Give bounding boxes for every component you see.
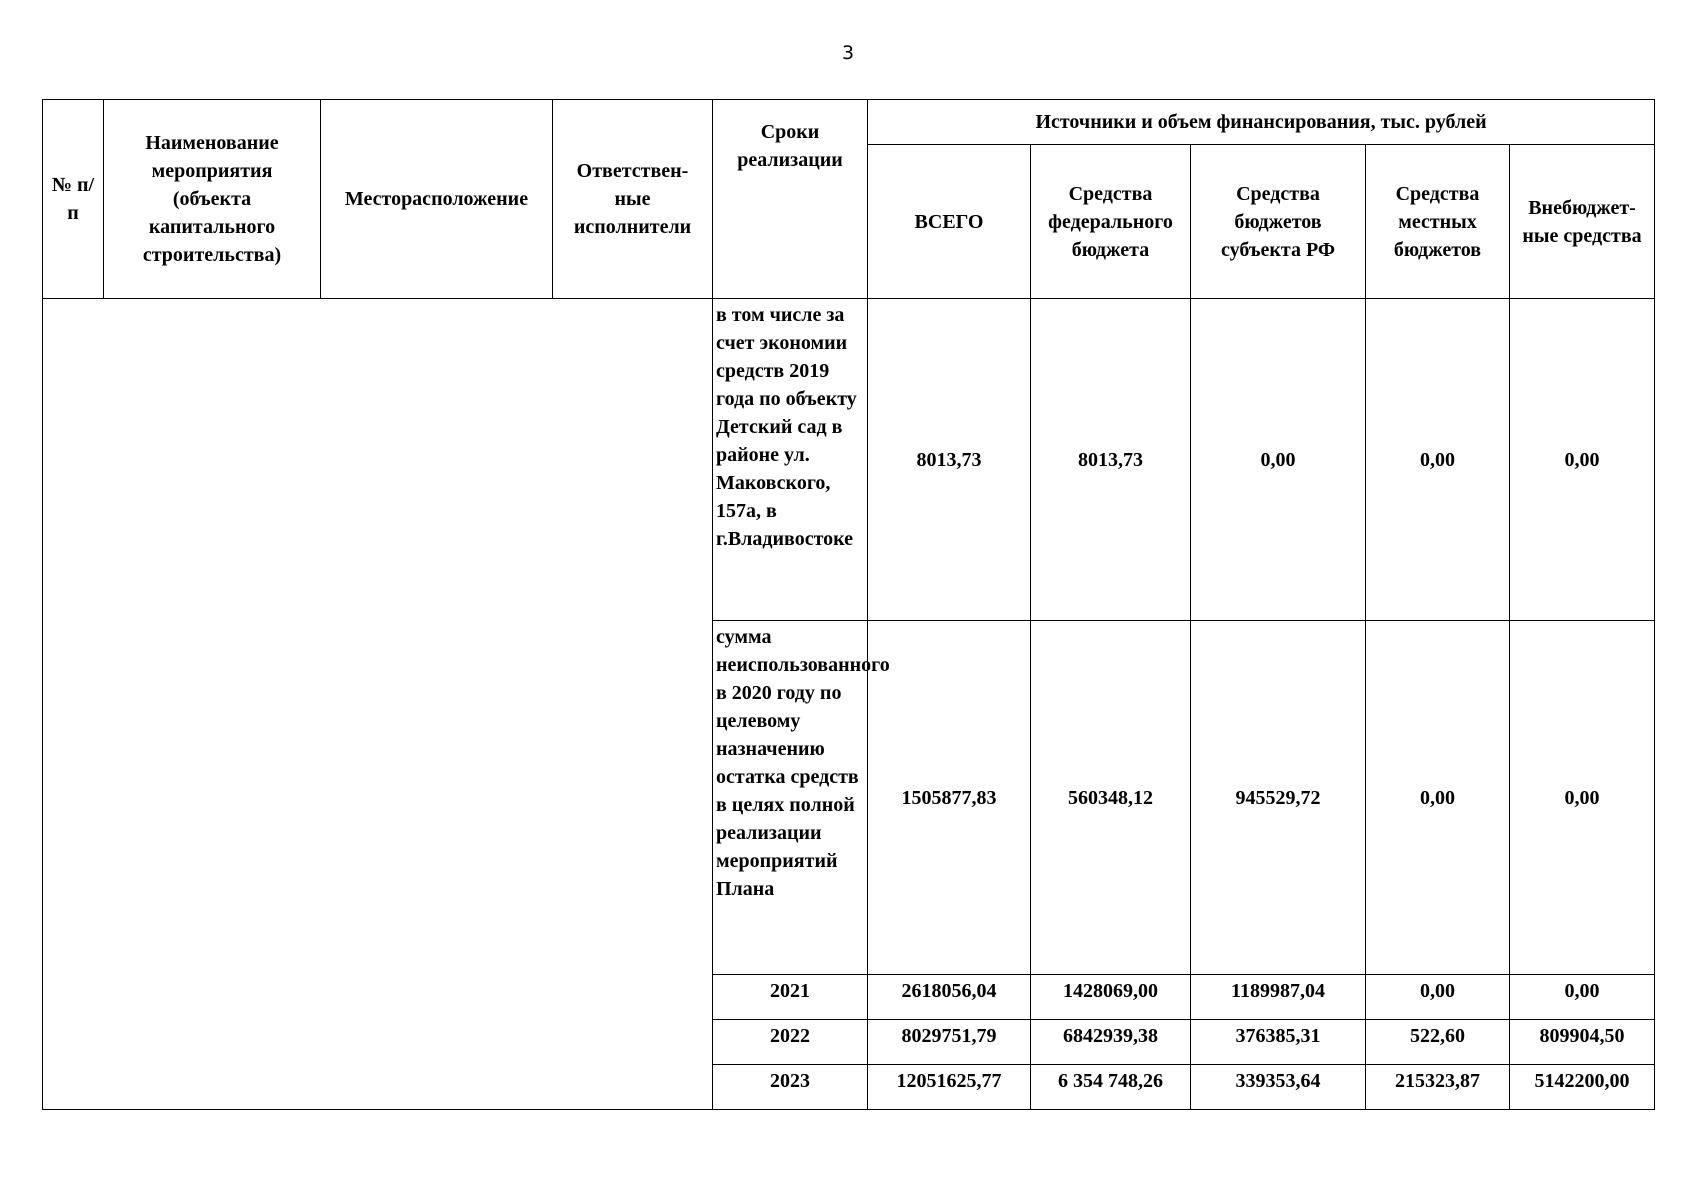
row-local: 0,00 <box>1366 975 1510 1020</box>
header-period: Сроки реализации <box>713 100 868 299</box>
row-total: 8013,73 <box>868 299 1031 621</box>
row-local: 0,00 <box>1366 299 1510 621</box>
table-row <box>43 299 1655 621</box>
row-local: 215323,87 <box>1366 1065 1510 1110</box>
row-extra: 809904,50 <box>1510 1020 1655 1065</box>
row-period: 2023 <box>713 1065 868 1110</box>
merged-empty-cell <box>43 299 713 1110</box>
row-extra: 5142200,00 <box>1510 1065 1655 1110</box>
header-extra: Внебюджет-ные средства <box>1510 145 1655 299</box>
row-period: 2021 <box>713 975 868 1020</box>
header-federal: Средства федерального бюджета <box>1031 145 1191 299</box>
header-local: Средства местных бюджетов <box>1366 145 1510 299</box>
row-federal: 1428069,00 <box>1031 975 1191 1020</box>
row-regional: 339353,64 <box>1191 1065 1366 1110</box>
row-federal: 560348,12 <box>1031 621 1191 975</box>
row-federal: 6 354 748,26 <box>1031 1065 1191 1110</box>
row-regional: 1189987,04 <box>1191 975 1366 1020</box>
header-responsible: Ответствен-ные исполнители <box>553 100 713 299</box>
row-extra: 0,00 <box>1510 299 1655 621</box>
row-period: в том числе за счет экономии средств 2019 года по объекту Детский сад в районе ул. Маковского, 157а, в г.Владивостоке <box>713 299 868 621</box>
row-local: 522,60 <box>1366 1020 1510 1065</box>
row-total: 12051625,77 <box>868 1065 1031 1110</box>
row-period: 2022 <box>713 1020 868 1065</box>
header-row-1 <box>43 100 1655 145</box>
page-number: 3 <box>841 42 855 64</box>
row-regional: 0,00 <box>1191 299 1366 621</box>
row-total: 1505877,83 <box>868 621 1031 975</box>
row-period: сумма неиспользованного в 2020 году по целевому назначению остатка средств в целях полной реализации мероприятий Плана <box>713 621 868 975</box>
row-local: 0,00 <box>1366 621 1510 975</box>
header-num: № п/п <box>43 100 104 299</box>
row-federal: 8013,73 <box>1031 299 1191 621</box>
row-extra: 0,00 <box>1510 621 1655 975</box>
row-federal: 6842939,38 <box>1031 1020 1191 1065</box>
header-sources: Источники и объем финансирования, тыс. рублей <box>868 100 1655 145</box>
row-total: 8029751,79 <box>868 1020 1031 1065</box>
row-extra: 0,00 <box>1510 975 1655 1020</box>
row-regional: 376385,31 <box>1191 1020 1366 1065</box>
header-regional: Средства бюджетов субъекта РФ <box>1191 145 1366 299</box>
header-location: Месторасположение <box>321 100 553 299</box>
financing-table <box>42 99 1655 1110</box>
row-total: 2618056,04 <box>868 975 1031 1020</box>
header-total: ВСЕГО <box>868 145 1031 299</box>
header-name: Наименование мероприятия (объекта капитального строительства) <box>104 100 321 299</box>
row-regional: 945529,72 <box>1191 621 1366 975</box>
